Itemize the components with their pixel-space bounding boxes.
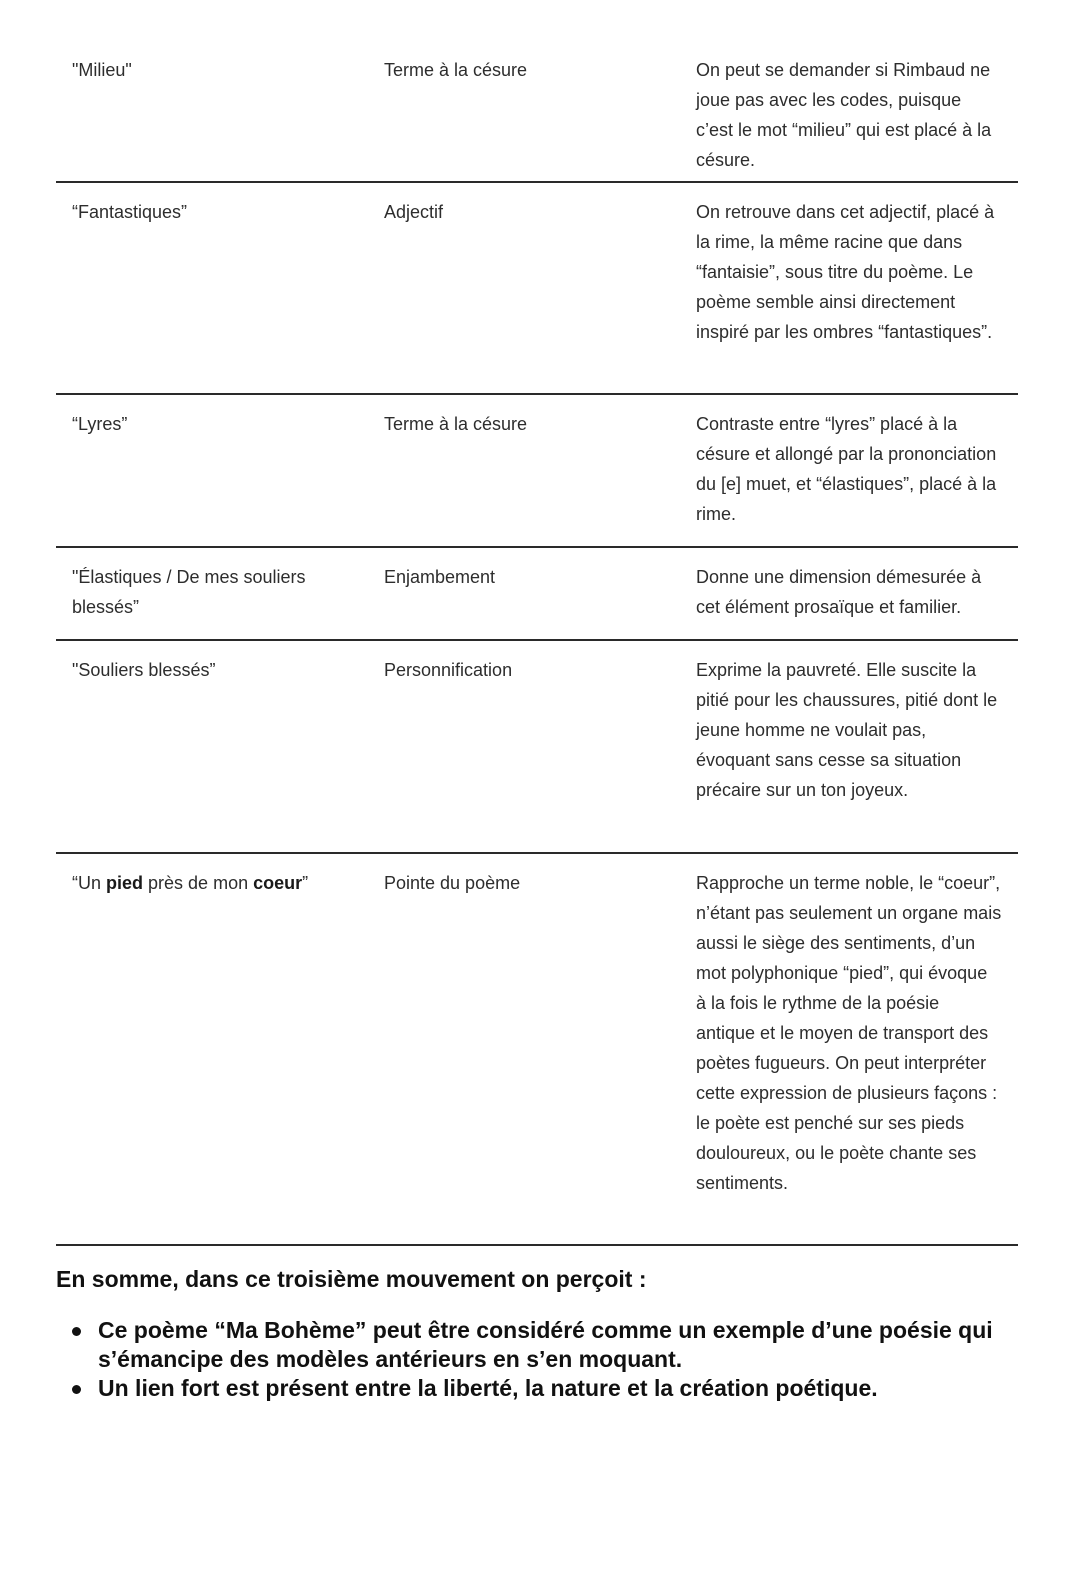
figure-cell: Personnification: [384, 660, 513, 680]
element-text: "Élastiques / De mes souliers blessés”: [72, 567, 306, 617]
element-text: “Fantastiques”: [72, 202, 188, 222]
bullet-icon: [72, 1385, 81, 1394]
list-item: [56, 1374, 1026, 1403]
element-cell: [56, 409, 368, 546]
table-row: [56, 0, 1018, 183]
element-cell: [56, 55, 368, 181]
interpretation-cell: Exprime la pauvreté. Elle suscite la pitié pour les chaussures, pitié dont le jeune homme ne voulait pas, évoquant sans cesse sa situation précaire sur un ton joyeux.: [696, 660, 998, 800]
element-text: “Lyres”: [72, 414, 128, 434]
figure-cell: Terme à la césure: [384, 60, 528, 80]
table-row: [56, 395, 1018, 548]
element-text: “Un: [72, 873, 107, 893]
interpretation-cell: Donne une dimension démesurée à cet élément prosaïque et familier.: [696, 567, 982, 617]
element-cell: [56, 868, 368, 1244]
interpretation-cell: On retrouve dans cet adjectif, placé à la rime, la même racine que dans “fantaisie”, sous titre du poème. Le poème semble ainsi directement inspiré par les ombres “fantastiques”.: [696, 202, 995, 342]
table-row: [56, 183, 1018, 395]
element-emphasis: coeur: [253, 873, 303, 893]
element-text: "Milieu": [72, 60, 132, 80]
element-text: ”: [302, 873, 309, 893]
element-emphasis: pied: [106, 873, 144, 893]
interpretation-cell: On peut se demander si Rimbaud ne joue pas avec les codes, puisque c’est le mot “milieu” qui est placé à la césure.: [696, 60, 992, 170]
element-text: près de mon: [143, 873, 254, 893]
list-item-text: Un lien fort est présent entre la liberté, la nature et la création poétique.: [98, 1375, 878, 1401]
list-item: [56, 1316, 1026, 1374]
figure-cell: Pointe du poème: [384, 873, 521, 893]
table-row: [56, 854, 1018, 1246]
figure-cell: Terme à la césure: [384, 414, 528, 434]
analysis-table: [56, 0, 1018, 1246]
figure-cell: Adjectif: [384, 202, 444, 222]
table-row: [56, 641, 1018, 854]
interpretation-cell: Rapproche un terme noble, le “coeur”, n’étant pas seulement un organe mais aussi le siège des sentiments, d’un mot polyphonique “pied”, qui évoque à la fois le rythme de la poésie antique et le moyen de transport des poètes fugueurs. On peut interpréter cette expression de plusieurs façons : le poète est penché sur ses pieds douloureux, ou le poète chante ses sentiments.: [696, 873, 1002, 1193]
element-cell: [56, 655, 368, 852]
list-item-text: Ce poème “Ma Bohème” peut être considéré comme un exemple d’une poésie qui s’émancipe des modèles antérieurs en s’en moquant.: [98, 1317, 993, 1372]
element-cell: [56, 562, 368, 639]
table-row: [56, 548, 1018, 641]
figure-cell: Enjambement: [384, 567, 496, 587]
interpretation-cell: Contraste entre “lyres” placé à la césure et allongé par la prononciation du [e] muet, et “élastiques”, placé à la rime.: [696, 414, 997, 524]
bullet-icon: [72, 1327, 81, 1336]
summary-heading: En somme, dans ce troisième mouvement on perçoit :: [56, 1266, 647, 1292]
summary-list: [56, 1316, 1026, 1403]
element-text: "Souliers blessés”: [72, 660, 216, 680]
element-cell: [56, 197, 368, 393]
